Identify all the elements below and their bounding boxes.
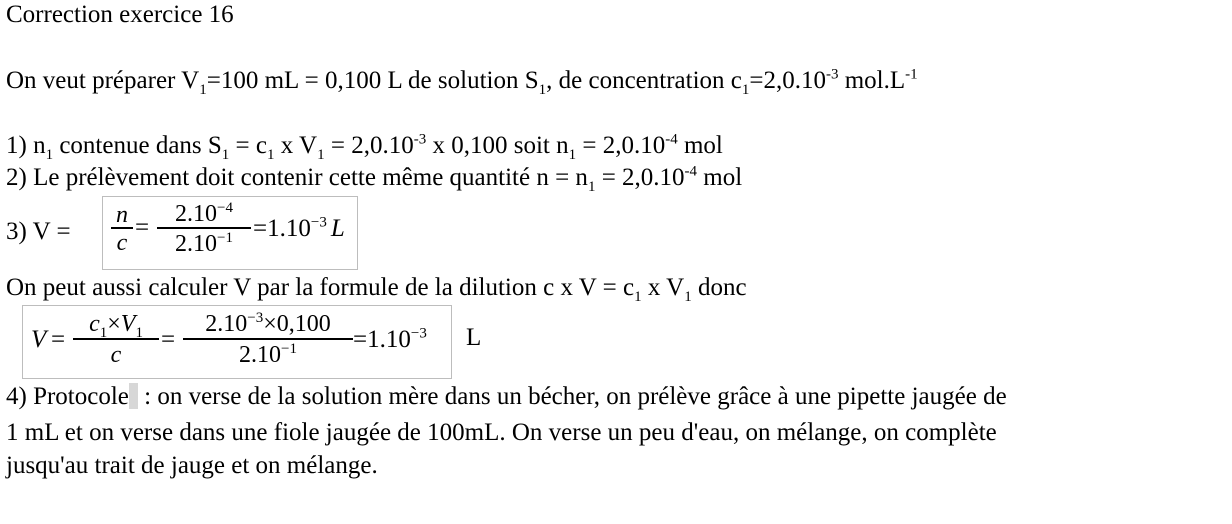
q1-text-c: = c <box>229 132 267 159</box>
dilution-line <box>6 273 747 303</box>
intro-text-e: mol.L <box>838 67 906 94</box>
fraction-numerator: n <box>116 202 128 228</box>
equation-box-volume <box>102 196 358 270</box>
intro-text-b: =100 mL = 0,100 L de solution S <box>206 67 539 94</box>
q1-text-h: mol <box>677 132 723 159</box>
protocol-line-1 <box>6 382 1007 412</box>
numerator-v-sub: 1 <box>135 324 143 341</box>
numerator-c: c <box>89 311 100 337</box>
intro-sub-2: 1 <box>538 82 547 98</box>
document-title <box>6 0 234 30</box>
q2-exp-1: -4 <box>684 163 698 180</box>
protocol-text-b: : on verse de la solution mère dans un bécher, on prélève grâce à une pipette jaugée de <box>137 383 1007 410</box>
protocol-heading: 4) Protocole <box>6 383 129 410</box>
q1-exp-1: -3 <box>413 131 427 148</box>
intro-text-c: , de concentration c <box>546 67 742 94</box>
result-exponent: −3 <box>410 325 427 342</box>
q2-text-c: mol <box>697 164 743 191</box>
equation-box-dilution <box>22 305 452 379</box>
title-text: Correction exercice 16 <box>6 1 234 28</box>
q1-text-e: = 2,0.10 <box>324 132 414 159</box>
q2-text-b: = 2,0.10 <box>595 164 685 191</box>
equals-sign: = <box>51 326 66 353</box>
fraction-numerator <box>183 310 353 338</box>
q1-sub-4: 1 <box>317 147 325 163</box>
q2-sub-1: 1 <box>587 179 596 195</box>
fraction-denominator <box>183 340 353 370</box>
q1-text-d: x V <box>274 132 318 159</box>
dilution-text-a: On peut aussi calculer V par la formule de la dilution c x V = c <box>6 274 635 301</box>
q1-exp-2: -4 <box>665 131 678 148</box>
equals-sign: = <box>161 326 176 353</box>
protocol-text-line-2: 1 mL et on verse dans une fiole jaugée de 100mL. On verse un peu d'eau, on mélange, on complète <box>6 419 997 446</box>
numerator-c-sub: 1 <box>99 324 108 341</box>
fraction-numerator <box>73 310 159 341</box>
dilution-text-c: donc <box>691 274 747 301</box>
numerator-base: 2.10 <box>175 201 218 227</box>
numerator-base: 2.10 <box>205 311 248 337</box>
lhs-variable: V <box>31 326 47 353</box>
fraction-denominator: c <box>116 230 128 256</box>
result-unit: L <box>330 215 345 242</box>
result <box>353 326 427 354</box>
fraction-numerator <box>157 201 251 227</box>
result <box>253 215 345 243</box>
numerator-rest: ×0,100 <box>263 311 331 337</box>
intro-sub-3: 1 <box>741 82 750 98</box>
protocol-line-3 <box>6 451 378 481</box>
dilution-text-b: x V <box>641 274 685 301</box>
intro-text-a: On veut préparer V <box>6 67 200 94</box>
dilution-unit: L <box>466 324 482 351</box>
fraction-n-over-c <box>111 203 133 257</box>
result-base: =1.10 <box>253 215 311 242</box>
fraction-denominator: c <box>110 342 122 368</box>
q1-text-g: = 2,0.10 <box>576 132 666 159</box>
denominator-exponent: −1 <box>217 230 233 246</box>
question-3-label <box>6 217 71 247</box>
protocol-text-line-3: jusqu'au trait de jauge et on mélange. <box>6 452 378 479</box>
dilution-sub-2: 1 <box>684 289 692 305</box>
q1-sub-3: 1 <box>267 147 275 163</box>
numerator-v: V <box>120 311 136 337</box>
question-2-line <box>6 163 742 193</box>
q1-text-a: 1) n <box>6 132 46 159</box>
q2-text-a: 2) Le prélèvement doit contenir cette même quantité n = n <box>6 164 588 191</box>
q1-text-f: x 0,100 soit n <box>426 132 569 159</box>
protocol-line-2 <box>6 418 997 448</box>
intro-sub-1: 1 <box>199 82 207 98</box>
intro-text-d: =2,0.10 <box>749 67 826 94</box>
q1-sub-1: 1 <box>45 147 54 163</box>
fraction-dilution-values <box>183 310 353 370</box>
text-cursor-highlight <box>129 383 138 409</box>
numerator-exponent: −4 <box>217 200 233 216</box>
fraction-dilution-symbolic <box>73 310 159 370</box>
q1-sub-2: 1 <box>221 147 230 163</box>
times-sign: × <box>107 311 121 337</box>
result-base: =1.10 <box>353 326 411 353</box>
q1-sub-5: 1 <box>568 147 577 163</box>
intro-exp-2: -1 <box>905 66 918 83</box>
fraction-denominator <box>157 229 251 259</box>
fraction-values <box>157 201 251 259</box>
equals-sign: = <box>135 214 150 241</box>
dilution-sub-1: 1 <box>634 289 642 305</box>
denominator-exponent: −1 <box>281 341 297 357</box>
intro-exp-1: -3 <box>825 66 839 83</box>
denominator-base: 2.10 <box>239 342 282 368</box>
q3-label-text: 3) V = <box>6 218 71 245</box>
result-exponent: −3 <box>310 214 327 231</box>
intro-line <box>6 66 918 96</box>
q1-text-b: contenue dans S <box>53 132 222 159</box>
numerator-exponent: −3 <box>247 310 264 326</box>
denominator-base: 2.10 <box>175 231 218 257</box>
question-1-line <box>6 131 723 161</box>
